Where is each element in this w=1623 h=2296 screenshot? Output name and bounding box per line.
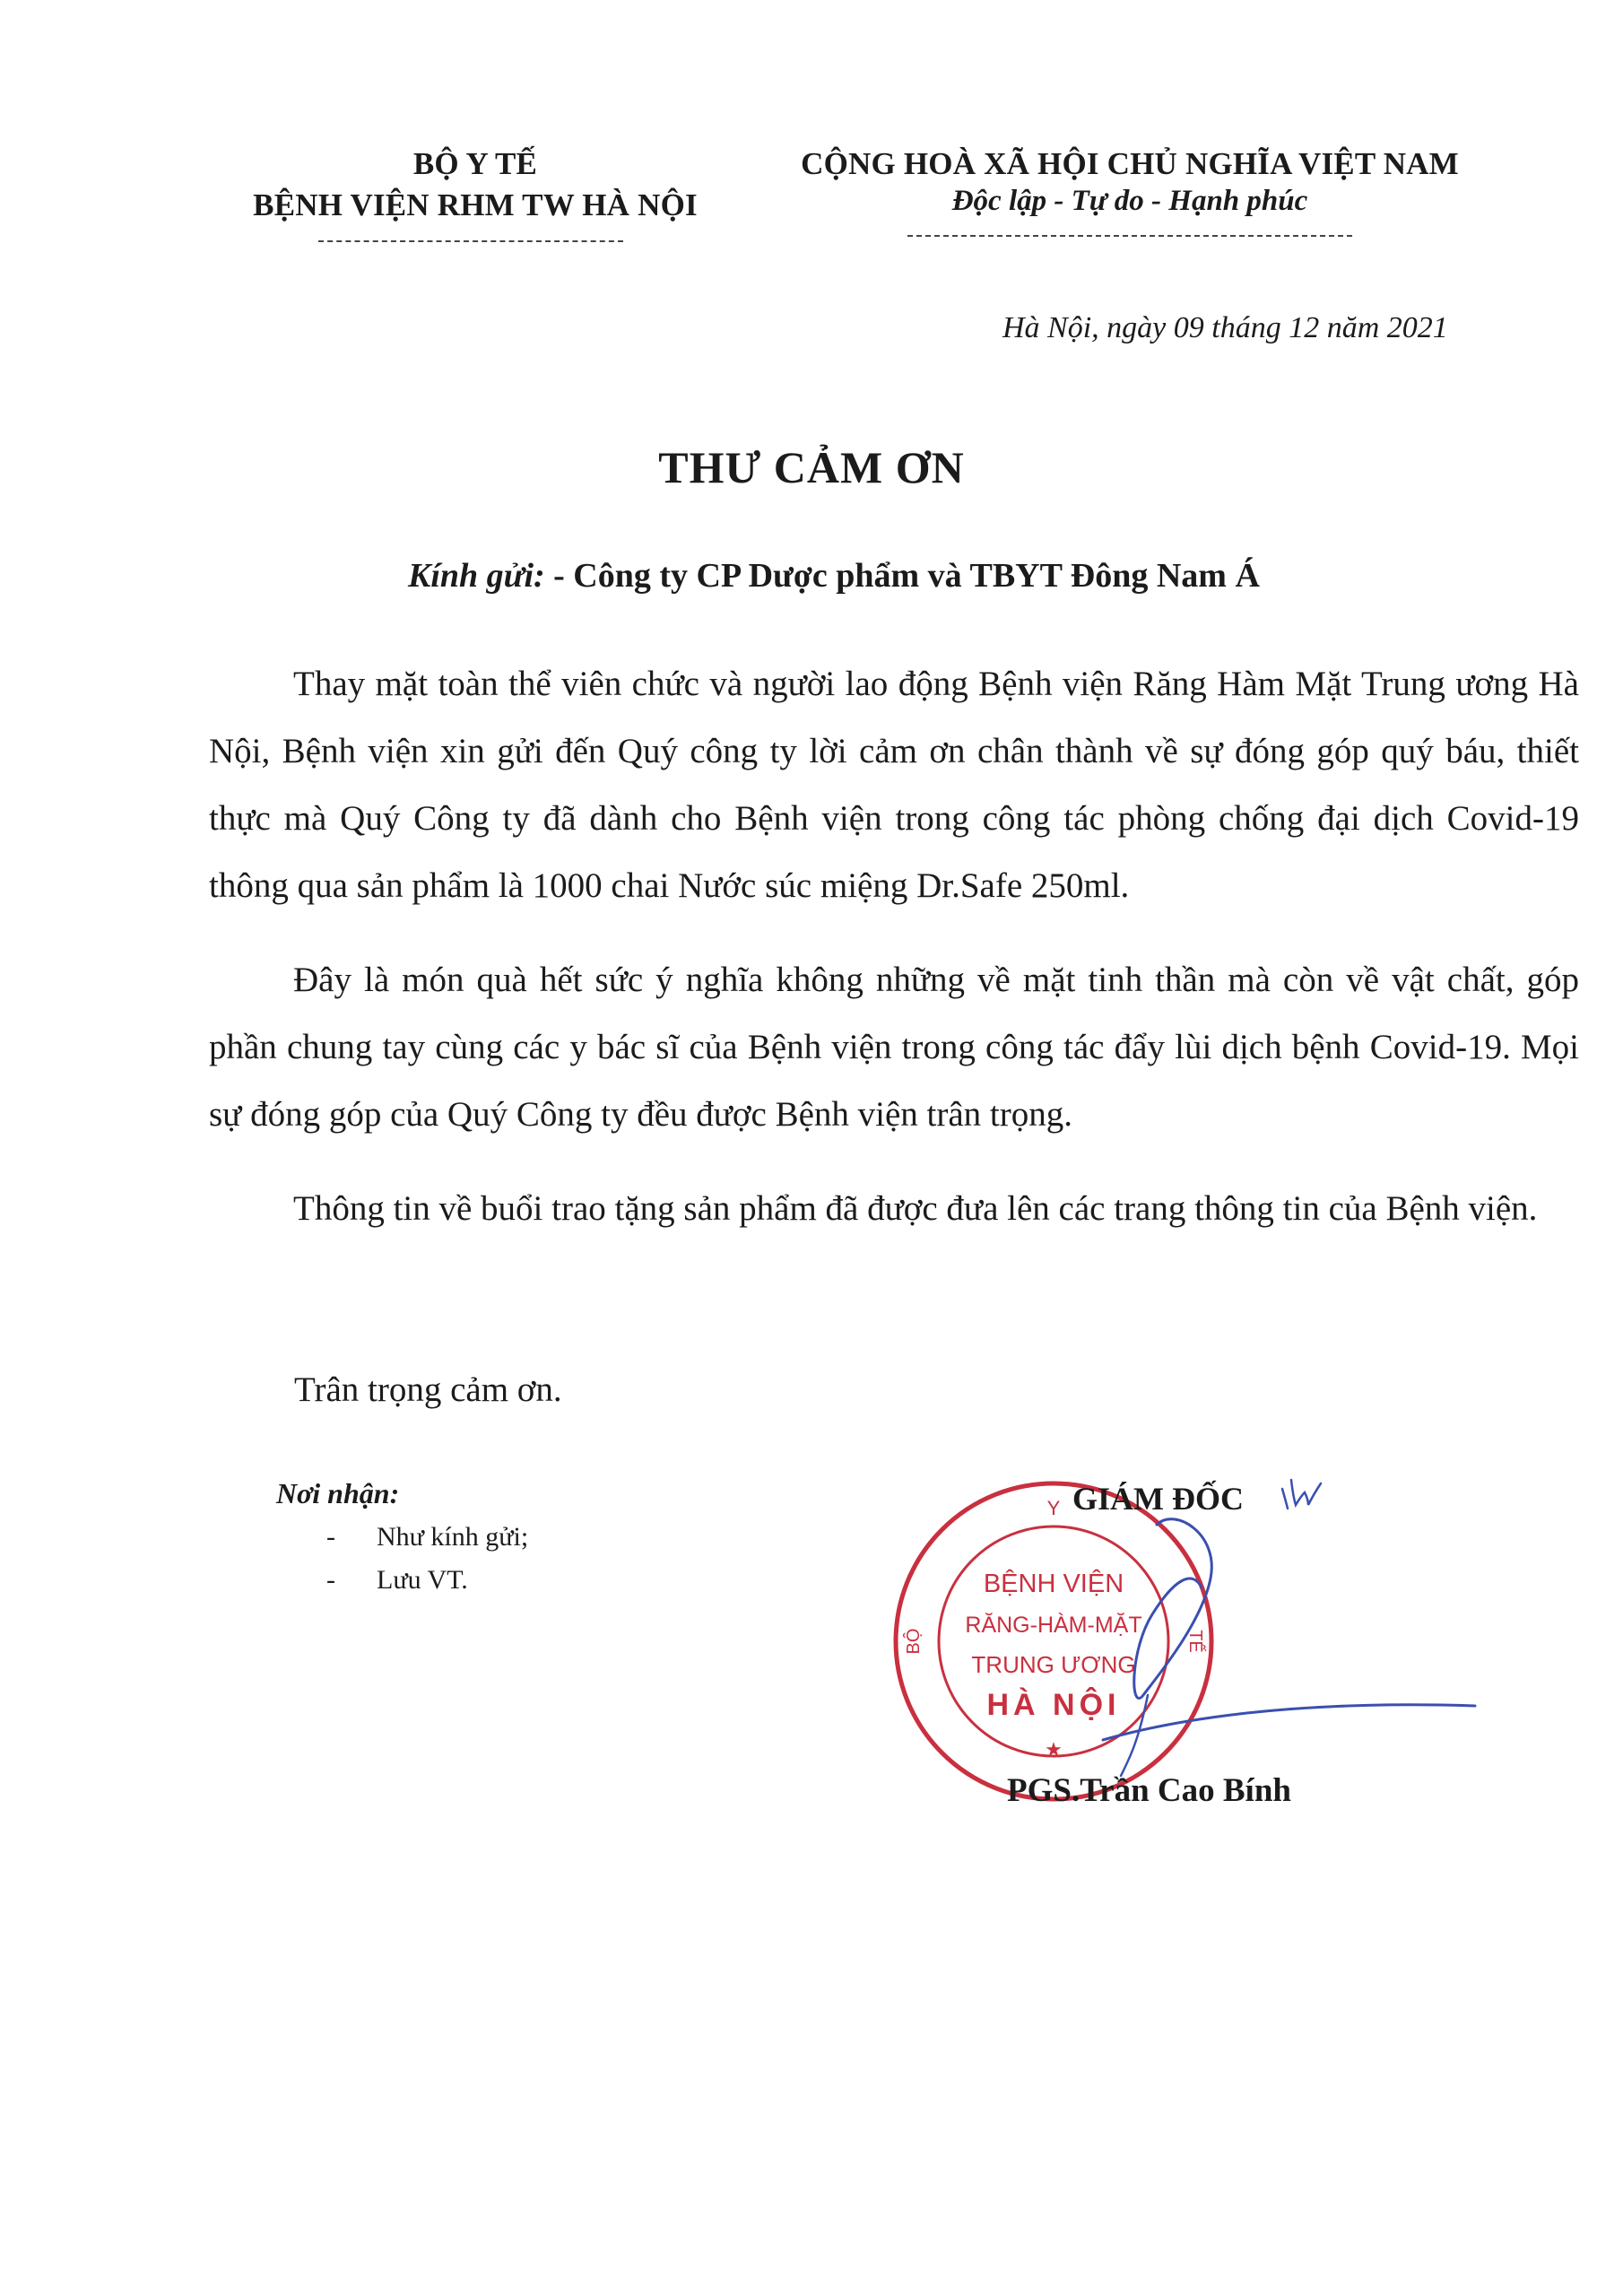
bullet: - [326,1522,335,1552]
signature-loop [1134,1519,1212,1699]
bullet: - [326,1565,335,1595]
signer-name: PGS.Trần Cao Bính [1007,1772,1291,1809]
recipients-block [276,1477,528,1602]
paragraph-2: Đây là món quà hết sức ý nghĩa không những về mặt tinh thần mà còn về vật chất, góp phần chung tay cùng các y bác sĩ của Bệnh viện trong công tác đẩy lùi dịch bệnh Covid-19. Mọi sự đóng góp của Quý Công ty đều được Bệnh viện trân trọng. [209,961,1579,1134]
stamp-star-icon: ★ [1045,1739,1063,1761]
paragraph-1: Thay mặt toàn thể viên chức và người lao động Bệnh viện Răng Hàm Mặt Trung ương Hà Nội, Bệnh viện xin gửi đến Quý công ty lời cảm ơn chân thành về sự đóng góp quý báu, thiết thực mà Quý Công ty đã dành cho Bệnh viện trong công tác phòng chống đại dịch Covid-19 thông qua sản phẩm là 1000 chai Nước súc miệng Dr.Safe 250ml. [209,665,1579,905]
stamp-line-2: RĂNG-HÀM-MẶT [965,1613,1142,1638]
closing-line: Trân trọng cảm ơn. [294,1370,562,1409]
stamp-right-text: TẾ [1185,1630,1205,1653]
signature-stroke [1103,1705,1475,1740]
letter-body [209,650,1579,1242]
national-title: CỘNG HOÀ XÃ HỘI CHỦ NGHĨA VIỆT NAM [801,146,1459,181]
ministry-name: BỘ Y TẾ [412,146,538,181]
stamp-line-1: BỆNH VIỆN [983,1570,1124,1598]
signature-title: GIÁM ĐỐC [1072,1481,1244,1517]
paragraph-3: Thông tin về buổi trao tặng sản phẩm đã được đưa lên các trang thông tin của Bệnh viện. [293,1189,1538,1228]
national-motto: Độc lập - Tự do - Hạnh phúc [951,185,1308,217]
stamp-line-3: TRUNG ƯƠNG [971,1651,1136,1678]
recipients-title: Nơi nhận: [276,1477,400,1509]
initials-scribble [1282,1480,1321,1509]
recipients-item: - Như kính gửi; [326,1516,528,1559]
stamp-left-text: BỘ [904,1628,924,1655]
stamp-top-text: Y [1046,1497,1061,1519]
recipient-value: - Công ty CP Dược phẩm và TBYT Đông Nam Á [553,557,1260,595]
stamp-line-4: HÀ NỘI [986,1688,1121,1722]
recipient-label: Kính gửi: [408,557,545,595]
date-line: Hà Nội, ngày 09 tháng 12 năm 2021 [1002,311,1448,344]
national-header-divider [907,235,1352,237]
org-header [202,144,749,226]
recipients-item: - Lưu VT. [326,1559,528,1602]
hospital-name: BỆNH VIỆN RHM TW HÀ NỘI [253,187,698,222]
letter-title: THƯ CẢM ƠN [658,442,965,492]
org-header-divider [318,240,623,242]
handwritten-signature [983,1471,1488,1794]
recipient-line [408,556,1260,596]
national-header [771,144,1488,218]
